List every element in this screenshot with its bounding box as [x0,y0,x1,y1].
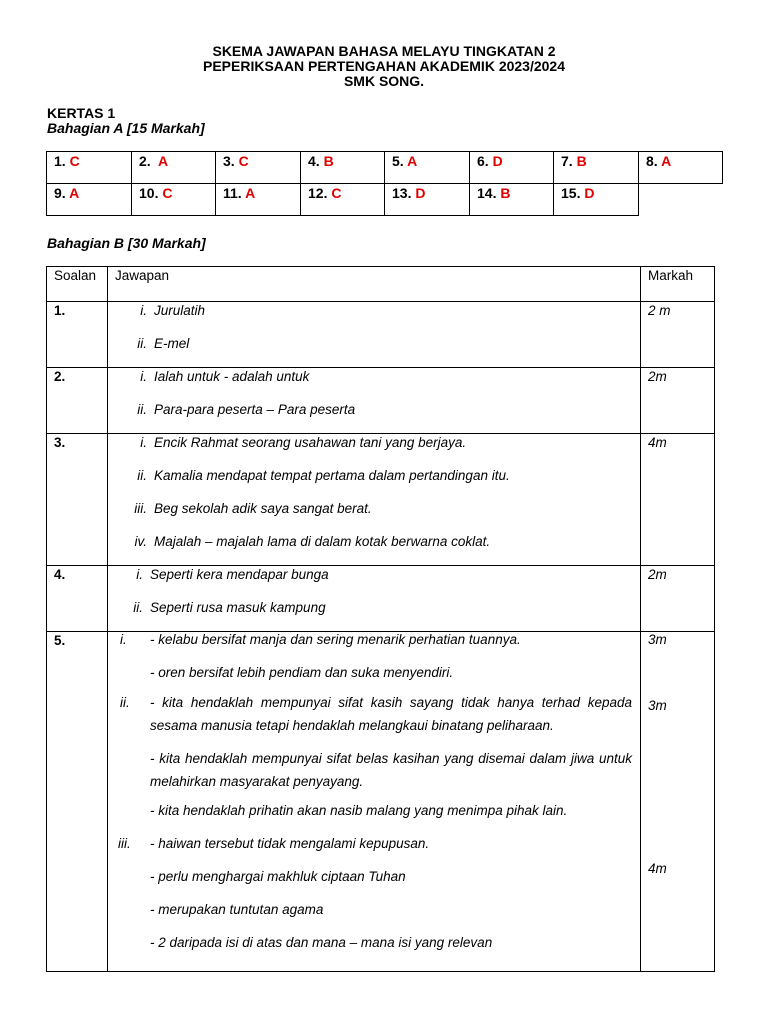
answer-cell: i. - kelabu bersifat manja dan sering menarik perhatian tuannya. - oren bersifat lebih pendiam dan suka menyendiri. ii. - kita hendaklah mempunyai sifat kasih sayang tidak hanya terhad kepada sesama manusia tetapi hendaklah melangkaui binatang peliharaan. - kita hendaklah mempunyai sifat belas kasihan yang disemai dalam jiwa untuk melahirkan masyarakat penyayang. - kita hendaklah prihatin akan nasib malang yang menimpa pihak lain. iii. - haiwan tersebut tidak mengalami kepupusan. - perlu menghargai makhluk ciptaan Tuhan - merupakan tuntutan agama - 2 daripada isi di atas dan mana – mana isi yang relevan [108,632,641,972]
mark-5iii: 4m [648,861,667,876]
answer-cell: 1. C [47,152,132,184]
mark-cell: 2m [641,368,715,434]
answer-cell: 10. C [132,184,216,216]
empty-cell [639,184,723,216]
answer-cell: 13. D [385,184,470,216]
answer-cell: 15. D [554,184,639,216]
table-row [47,434,715,566]
table-row [47,566,715,632]
question-number: 4. [47,566,108,632]
header-markah: Markah [641,267,715,302]
answer-cell: 8. A [639,152,723,184]
answer-cell: i. Seperti kera mendapar bunga ii. Seperti rusa masuk kampung [108,566,641,632]
question-number: 5. [47,632,108,972]
header-soalan: Soalan [47,267,108,302]
kertas-heading: KERTAS 1 [47,105,116,121]
answer-cell: 3. C [216,152,301,184]
answer-cell: 7. B [554,152,639,184]
doc-title-line-1: SKEMA JAWAPAN BAHASA MELAYU TINGKATAN 2 [212,43,556,59]
header-jawapan: Jawapan [108,267,641,302]
mark-cell: 4m [641,434,715,566]
answer-cell: 12. C [301,184,385,216]
bahagian-b-heading: Bahagian B [30 Markah] [47,235,206,251]
mark-cell [641,632,715,972]
answer-cell: 9. A [47,184,132,216]
answer-cell: i. Jurulatih ii. E-mel [108,302,641,368]
table-row [47,632,715,972]
doc-title-line-3: SMK SONG. [343,73,425,89]
table-row [47,302,715,368]
question-number: 1. [47,302,108,368]
answer-cell: 2. A [132,152,216,184]
mark-5ii: 3m [648,698,667,713]
answer-cell: i. Ialah untuk - adalah untuk ii. Para-para peserta – Para peserta [108,368,641,434]
answer-cell: 4. B [301,152,385,184]
doc-title-line-2: PEPERIKSAAN PERTENGAHAN AKADEMIK 2023/2024 [202,58,566,74]
mark-cell: 2m [641,566,715,632]
mark-5i: 3m [648,632,667,647]
answer-cell: 14. B [470,184,554,216]
bahagian-a-heading: Bahagian A [15 Markah] [47,120,205,136]
question-number: 2. [47,368,108,434]
answer-cell: 5. A [385,152,470,184]
table-row [47,368,715,434]
bahagian-a-answer-table [46,151,723,216]
bahagian-b-table [46,266,715,972]
answer-cell: 11. A [216,184,301,216]
mark-cell: 2 m [641,302,715,368]
answer-cell: 6. D [470,152,554,184]
question-number: 3. [47,434,108,566]
answer-cell: i. Encik Rahmat seorang usahawan tani yang berjaya. ii. Kamalia mendapat tempat pertama dalam pertandingan itu. iii. Beg sekolah adik saya sangat berat. iv. Majalah – majalah lama di dalam kotak berwarna coklat. [108,434,641,566]
